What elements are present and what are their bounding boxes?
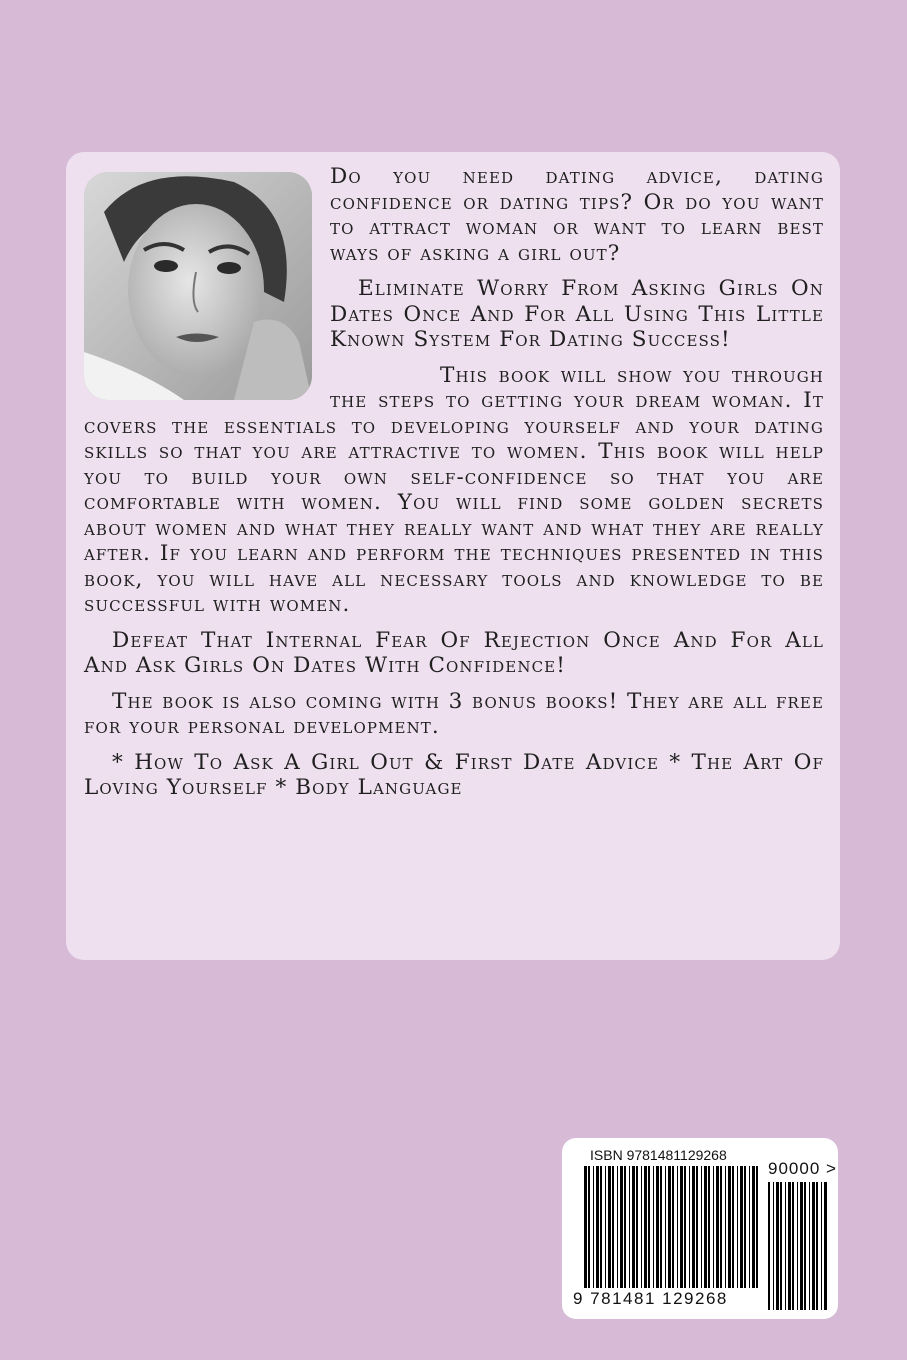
barcode-bar [749, 1166, 750, 1288]
barcode-bar [720, 1166, 722, 1288]
barcode-bar [680, 1166, 683, 1288]
price-code: 90000 > [768, 1159, 837, 1178]
barcode-bar [809, 1182, 810, 1310]
isbn-label: ISBN 9781481129268 [590, 1147, 727, 1163]
barcode-bar [668, 1166, 671, 1288]
barcode-bar [701, 1166, 702, 1288]
barcode-bar [644, 1166, 647, 1288]
barcode-bar [629, 1166, 630, 1288]
barcode-bar [632, 1166, 635, 1288]
barcode-bar [768, 1182, 770, 1310]
barcode-bar [756, 1166, 758, 1288]
barcode-bar [605, 1166, 606, 1288]
barcode-bar [624, 1166, 626, 1288]
barcode-bar [780, 1182, 782, 1310]
barcode-bar [648, 1166, 650, 1288]
barcode-bar [737, 1166, 738, 1288]
description-panel [66, 152, 840, 960]
barcode-bar [800, 1182, 803, 1310]
barcode-bar [812, 1182, 815, 1310]
body-paragraph: This book will show you through the steps to getting your dream woman. It covers the essentials to developing yourself and your dating skills so that you are attractive to women. This book will help you to build your own self-confidence so that you are comfortable with women. You will find some golden secrets about women and what they really want and what they are really after. If you learn and perform the techniques presented in this book, you will have all necessary tools and knowledge to be successful with women. [84, 362, 824, 617]
barcode-bar [732, 1166, 734, 1288]
barcode-bar [612, 1166, 614, 1288]
headline-paragraph: Eliminate Worry From Asking Girls On Dates Once And For All Using This Little Known System For Dating Success! [330, 276, 824, 352]
barcode-bar [672, 1166, 674, 1288]
barcode-bar [725, 1166, 726, 1288]
barcode-bar [824, 1182, 827, 1310]
barcode-bar [716, 1166, 719, 1288]
barcode-bar [636, 1166, 638, 1288]
barcode-bar [641, 1166, 642, 1288]
barcode-bar [596, 1166, 599, 1288]
barcode-bar [792, 1182, 794, 1310]
barcode-bar [752, 1166, 755, 1288]
author-photo [84, 172, 312, 400]
intro-paragraph: Do you need dating advice, dating confidence or dating tips? Or do you want to attract woman or want to learn best ways of asking a girl out? [330, 164, 824, 266]
barcode-bar [740, 1166, 743, 1288]
barcode-bar [600, 1166, 602, 1288]
barcode-bar [608, 1166, 611, 1288]
barcode-bar [617, 1166, 618, 1288]
barcode-main [584, 1166, 760, 1288]
barcode-bar [713, 1166, 714, 1288]
barcode-bar [692, 1166, 695, 1288]
barcode-bar [684, 1166, 686, 1288]
barcode-bar [785, 1182, 786, 1310]
barcode-bar [588, 1166, 590, 1288]
callout-paragraph: Defeat That Internal Fear Of Rejection Once And For All And Ask Girls On Dates With Confidence! [84, 627, 824, 678]
barcode-bar [788, 1182, 791, 1310]
barcode-bar [696, 1166, 698, 1288]
barcode-box [562, 1138, 838, 1319]
barcode-bar [776, 1182, 779, 1310]
barcode-bar [584, 1166, 587, 1288]
barcode-bar [620, 1166, 623, 1288]
barcode-bar [704, 1166, 707, 1288]
barcode-bar [677, 1166, 678, 1288]
barcode-bar [744, 1166, 746, 1288]
barcode-bar [665, 1166, 666, 1288]
barcode-bar [708, 1166, 710, 1288]
barcode-bar [660, 1166, 662, 1288]
barcode-bar [728, 1166, 731, 1288]
barcode-bar [656, 1166, 659, 1288]
barcode-bar [653, 1166, 654, 1288]
bonus-list: * How To Ask A Girl Out & First Date Advice * The Art Of Loving Yourself * Body Language [84, 749, 824, 800]
barcode-bar [593, 1166, 594, 1288]
barcode-bar [821, 1182, 822, 1310]
barcode-bar [816, 1182, 818, 1310]
bonus-paragraph: The book is also coming with 3 bonus books! They are all free for your personal development. [84, 688, 824, 739]
barcode-bar [804, 1182, 806, 1310]
isbn-digits: 9 781481 129268 [573, 1289, 728, 1308]
barcode-bar [689, 1166, 690, 1288]
barcode-bar [773, 1182, 774, 1310]
barcode-bar [797, 1182, 798, 1310]
barcode-addon [768, 1182, 830, 1310]
